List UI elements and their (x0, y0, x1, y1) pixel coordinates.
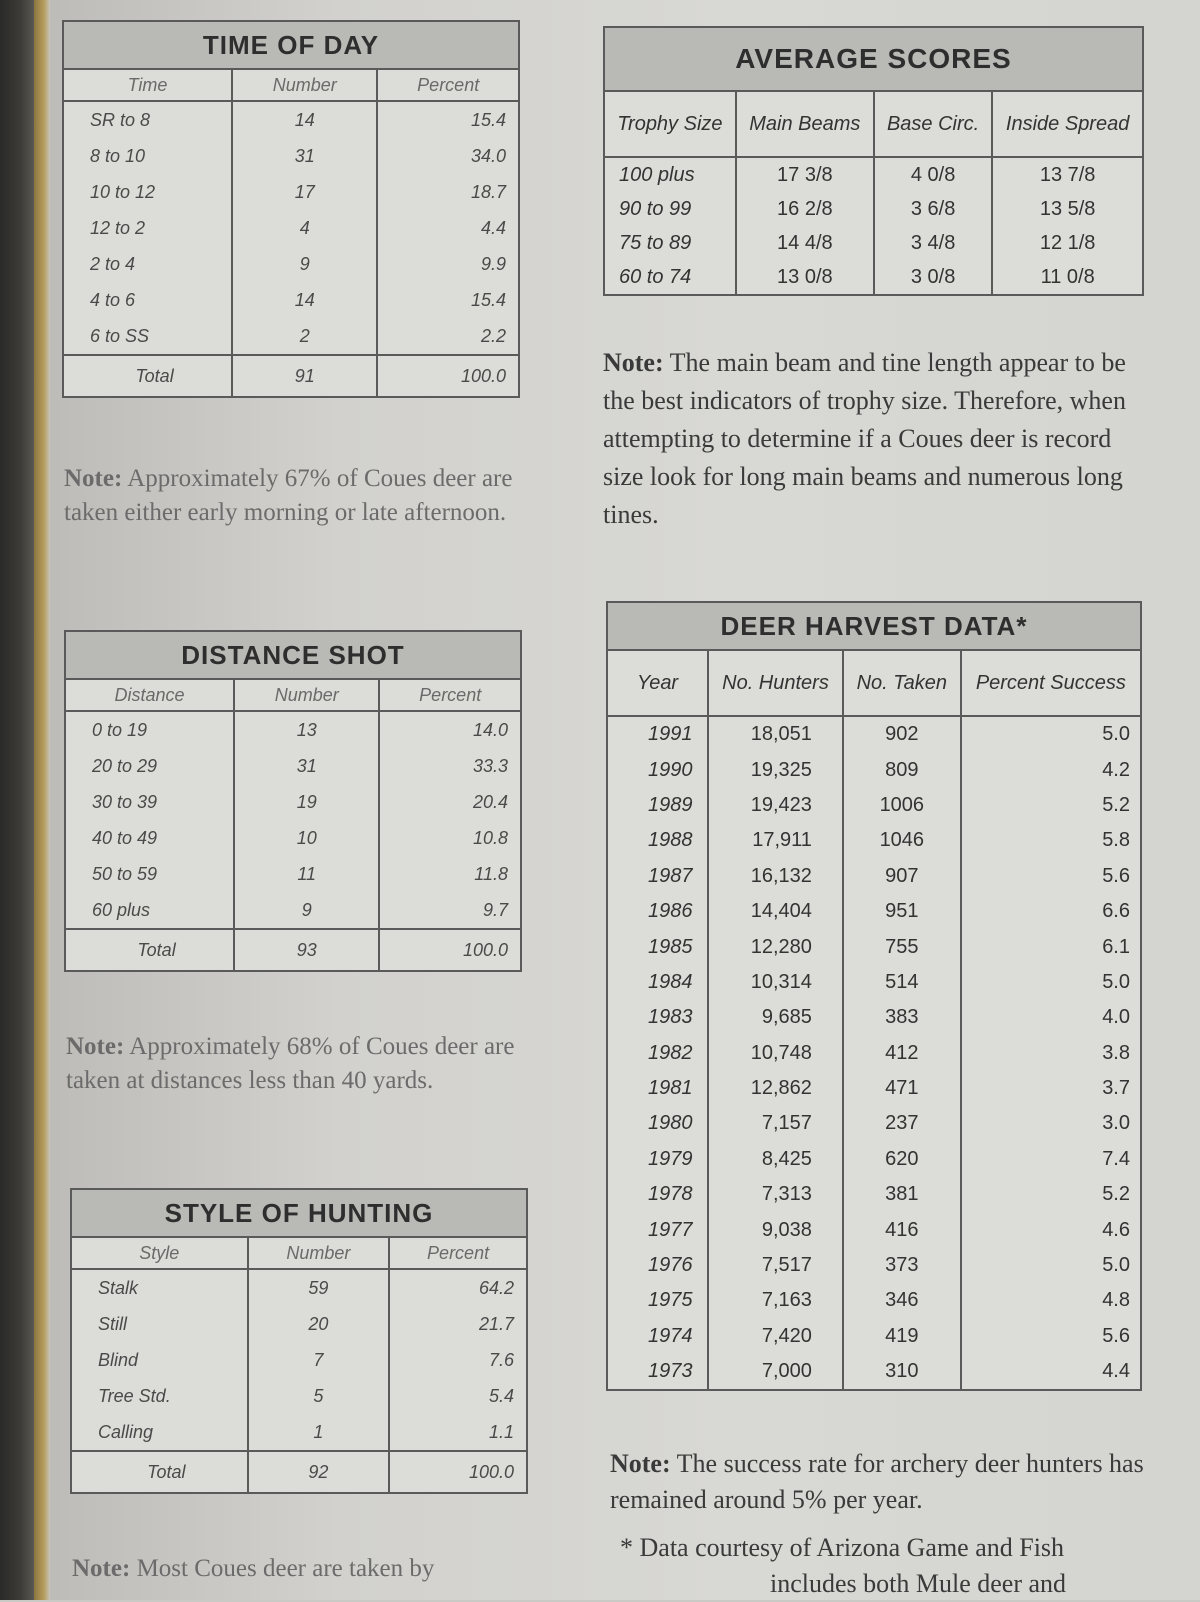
table-header-row (72, 1238, 526, 1269)
table-cell: 13 5/8 (992, 192, 1142, 226)
table-cell: 19,325 (708, 752, 843, 787)
column-header: Number (232, 70, 377, 101)
table-header-row (66, 680, 520, 711)
table-cell: 1006 (843, 788, 961, 823)
table-cell: 5.2 (961, 1177, 1140, 1212)
table-row (608, 965, 1140, 1000)
table-row (66, 856, 520, 892)
table-row (72, 1269, 526, 1306)
table-cell: 9.9 (377, 246, 518, 282)
table-cell: 9 (234, 892, 379, 929)
table-cell: 10 to 12 (90, 181, 156, 202)
table-total-row (72, 1451, 526, 1492)
table-cell: Total (66, 929, 234, 970)
table-cell: 5.0 (961, 1248, 1140, 1283)
table-cell: 100.0 (377, 355, 518, 396)
table-cell: 18,051 (708, 716, 843, 752)
table-row (605, 157, 1142, 192)
table-cell: 346 (843, 1283, 961, 1318)
column-header: Trophy Size (605, 92, 736, 157)
table-cell: 9.7 (379, 892, 520, 929)
table-cell: 3.8 (961, 1036, 1140, 1071)
note-text: The main beam and tine length appear to be the best indicators of trophy size. Therefore, when attempting to determine if a Coues deer is record size look for long main beams and numerous long tines. (603, 348, 1126, 529)
table-cell: 383 (843, 1000, 961, 1035)
table-row (608, 894, 1140, 929)
table-cell: 7,313 (708, 1177, 843, 1212)
table-cell: 1976 (648, 1254, 693, 1277)
note-text: The success rate for archery deer hunters has remained around 5% per year. (610, 1449, 1144, 1514)
table-cell: 17,911 (708, 823, 843, 858)
table-row (608, 788, 1140, 823)
table-row (608, 1000, 1140, 1035)
table-cell: 809 (843, 752, 961, 787)
table-row (64, 210, 518, 246)
table-cell: 5 (248, 1378, 390, 1414)
table-cell: 10.8 (379, 820, 520, 856)
time-of-day-table (62, 20, 520, 398)
footnote-continuation: includes both Mule deer and (770, 1569, 1067, 1598)
deer-harvest-footnote (620, 1530, 1150, 1602)
table-row (608, 1071, 1140, 1106)
note-label: Note: (66, 1033, 125, 1060)
table-cell: 34.0 (377, 138, 518, 174)
table-cell: 237 (843, 1106, 961, 1141)
note-label: Note: (72, 1555, 131, 1582)
deer-harvest-note (610, 1446, 1150, 1518)
table-cell: 11.8 (379, 856, 520, 892)
table-cell: 12 1/8 (992, 226, 1142, 260)
deer-harvest-table (606, 601, 1142, 1391)
table-cell: 514 (843, 965, 961, 1000)
table-cell: 1.1 (389, 1414, 526, 1451)
table-cell: 9,038 (708, 1212, 843, 1247)
table-cell: 5.0 (961, 965, 1140, 1000)
table-row (608, 1142, 1140, 1177)
table-row (72, 1306, 526, 1342)
column-header: Percent (377, 70, 518, 101)
table-cell: 4.2 (961, 752, 1140, 787)
book-spine (0, 0, 34, 1600)
table-cell: Total (72, 1451, 248, 1492)
table-cell: 13 0/8 (736, 260, 874, 294)
table-cell: 5.8 (961, 823, 1140, 858)
table-cell: 7.4 (961, 1142, 1140, 1177)
table-cell: 902 (843, 716, 961, 752)
table-cell: 6.1 (961, 929, 1140, 964)
table-row (608, 1248, 1140, 1283)
table-header-row (64, 70, 518, 101)
table-row (608, 716, 1140, 752)
note-label: Note: (610, 1449, 671, 1478)
table-cell: 30 to 39 (92, 791, 158, 812)
table-cell: 10,314 (708, 965, 843, 1000)
table-row (608, 1106, 1140, 1141)
table-cell: 951 (843, 894, 961, 929)
table-cell: 11 0/8 (992, 260, 1142, 294)
table-cell: 13 (234, 711, 379, 748)
table-cell: 14,404 (708, 894, 843, 929)
table-cell: 6 to SS (90, 325, 150, 346)
table-cell: 91 (232, 355, 377, 396)
table-cell: 1989 (648, 793, 693, 816)
average-scores-title: AVERAGE SCORES (605, 28, 1142, 92)
table-header-row (605, 92, 1142, 157)
table-cell: 19,423 (708, 788, 843, 823)
column-header: Base Circ. (874, 92, 992, 157)
table-cell: 14 (232, 282, 377, 318)
table-cell: 90 to 99 (619, 197, 692, 220)
table-row (66, 711, 520, 748)
column-header: No. Taken (843, 651, 961, 716)
table-cell: 21.7 (389, 1306, 526, 1342)
table-cell: Calling (98, 1421, 154, 1442)
table-cell: 9 (232, 246, 377, 282)
table-cell: 373 (843, 1248, 961, 1283)
table-cell: 4 0/8 (874, 157, 992, 192)
table-cell: 60 to 74 (619, 265, 692, 288)
table-cell: Still (98, 1313, 128, 1334)
table-cell: 1986 (648, 900, 693, 923)
column-header: Main Beams (736, 92, 874, 157)
table-cell: 1985 (648, 935, 693, 958)
table-cell: 2 (232, 318, 377, 355)
distance-shot-title: DISTANCE SHOT (66, 632, 520, 680)
table-cell: 1988 (648, 829, 693, 852)
table-row (608, 859, 1140, 894)
table-cell: 412 (843, 1036, 961, 1071)
style-of-hunting-table (70, 1188, 528, 1494)
table-cell: 7 (248, 1342, 390, 1378)
column-header: Number (248, 1238, 390, 1269)
table-cell: 1 (248, 1414, 390, 1451)
table-cell: 15.4 (377, 101, 518, 138)
table-cell: 310 (843, 1354, 961, 1389)
table-total-row (64, 355, 518, 396)
table-cell: 8 to 10 (90, 145, 146, 166)
table-cell: 31 (234, 748, 379, 784)
table-cell: 20.4 (379, 784, 520, 820)
table-cell: 13 7/8 (992, 157, 1142, 192)
table-cell: 6.6 (961, 894, 1140, 929)
note-text: Most Coues deer are taken by (136, 1555, 435, 1582)
table-row (64, 174, 518, 210)
style-of-hunting-title: STYLE OF HUNTING (72, 1190, 526, 1238)
column-header: Distance (66, 680, 234, 711)
table-cell: 19 (234, 784, 379, 820)
table-cell: Tree Std. (98, 1385, 171, 1406)
column-header: No. Hunters (708, 651, 843, 716)
table-cell: 1983 (648, 1006, 693, 1029)
table-cell: 4 (232, 210, 377, 246)
table-row (608, 823, 1140, 858)
column-header: Number (234, 680, 379, 711)
table-row (64, 318, 518, 355)
table-row (66, 784, 520, 820)
table-cell: SR to 8 (90, 109, 151, 130)
table-cell: 907 (843, 859, 961, 894)
table-row (72, 1378, 526, 1414)
table-cell: 16,132 (708, 859, 843, 894)
table-cell: 12 to 2 (90, 217, 146, 238)
column-header: Percent (389, 1238, 526, 1269)
time-of-day-title: TIME OF DAY (64, 22, 518, 70)
deer-harvest-title: DEER HARVEST DATA* (608, 603, 1140, 651)
table-cell: 11 (234, 856, 379, 892)
table-cell: 17 3/8 (736, 157, 874, 192)
table-cell: 1980 (648, 1112, 693, 1135)
table-cell: 4.8 (961, 1283, 1140, 1318)
table-cell: 3 4/8 (874, 226, 992, 260)
table-cell: 60 plus (92, 899, 151, 920)
table-row (608, 752, 1140, 787)
table-cell: Stalk (98, 1277, 139, 1298)
table-row (64, 138, 518, 174)
table-cell: 2.2 (377, 318, 518, 355)
table-row (608, 1177, 1140, 1212)
table-cell: 419 (843, 1319, 961, 1354)
table-cell: 20 to 29 (92, 755, 158, 776)
table-row (608, 1283, 1140, 1318)
column-header: Inside Spread (992, 92, 1142, 157)
table-cell: 12,280 (708, 929, 843, 964)
table-row (605, 226, 1142, 260)
table-cell: 100 plus (619, 163, 695, 186)
table-cell: 7.6 (389, 1342, 526, 1378)
table-cell: 31 (232, 138, 377, 174)
table-row (66, 892, 520, 929)
table-cell: 92 (248, 1451, 390, 1492)
table-cell: 1987 (648, 864, 693, 887)
page-edge (34, 0, 50, 1600)
table-cell: 12,862 (708, 1071, 843, 1106)
table-row (605, 260, 1142, 294)
style-of-hunting-note (72, 1552, 552, 1586)
table-cell: 1046 (843, 823, 961, 858)
table-cell: 10,748 (708, 1036, 843, 1071)
table-cell: 100.0 (389, 1451, 526, 1492)
table-cell: 0 to 19 (92, 719, 148, 740)
table-cell: 14 (232, 101, 377, 138)
note-label: Note: (603, 348, 664, 377)
footnote-text: * Data courtesy of Arizona Game and Fish (620, 1533, 1065, 1562)
table-cell: 40 to 49 (92, 827, 158, 848)
table-row (608, 1354, 1140, 1389)
table-cell: 1977 (648, 1218, 693, 1241)
table-row (605, 192, 1142, 226)
average-scores-table (603, 26, 1144, 296)
table-cell: 64.2 (389, 1269, 526, 1306)
average-scores-note (603, 344, 1151, 534)
table-cell: 4.0 (961, 1000, 1140, 1035)
column-header: Year (608, 651, 708, 716)
column-header: Percent (379, 680, 520, 711)
table-row (66, 748, 520, 784)
table-cell: 16 2/8 (736, 192, 874, 226)
table-cell: 5.6 (961, 859, 1140, 894)
table-cell: 7,000 (708, 1354, 843, 1389)
table-row (72, 1414, 526, 1451)
table-cell: 3 0/8 (874, 260, 992, 294)
table-row (64, 246, 518, 282)
distance-shot-table (64, 630, 522, 972)
table-cell: 50 to 59 (92, 863, 158, 884)
table-cell: 14 4/8 (736, 226, 874, 260)
table-cell: 100.0 (379, 929, 520, 970)
table-cell: 17 (232, 174, 377, 210)
table-cell: 10 (234, 820, 379, 856)
table-cell: 2 to 4 (90, 253, 136, 274)
distance-shot-note (66, 1030, 546, 1098)
table-cell: 7,157 (708, 1106, 843, 1141)
table-row (72, 1342, 526, 1378)
note-text: Approximately 67% of Coues deer are taken either early morning or late afternoon. (64, 465, 513, 526)
table-cell: 7,163 (708, 1283, 843, 1318)
table-cell: 755 (843, 929, 961, 964)
table-cell: 18.7 (377, 174, 518, 210)
note-text: Approximately 68% of Coues deer are taken at distances less than 40 yards. (66, 1033, 515, 1094)
table-row (608, 1319, 1140, 1354)
table-row (66, 820, 520, 856)
table-cell: 8,425 (708, 1142, 843, 1177)
table-cell: 5.6 (961, 1319, 1140, 1354)
table-cell: 4 to 6 (90, 289, 136, 310)
note-label: Note: (64, 465, 123, 492)
table-cell: 15.4 (377, 282, 518, 318)
table-cell: Blind (98, 1349, 139, 1370)
table-cell: 75 to 89 (619, 231, 692, 254)
table-row (64, 101, 518, 138)
table-row (608, 929, 1140, 964)
table-cell: 1981 (648, 1077, 693, 1100)
column-header: Style (72, 1238, 248, 1269)
table-cell: 20 (248, 1306, 390, 1342)
table-cell: 1978 (648, 1183, 693, 1206)
table-cell: 1991 (648, 723, 693, 746)
column-header: Time (64, 70, 232, 101)
table-cell: 1984 (648, 970, 693, 993)
table-cell: 471 (843, 1071, 961, 1106)
table-cell: 93 (234, 929, 379, 970)
table-cell: 4.6 (961, 1212, 1140, 1247)
time-of-day-note (64, 462, 544, 530)
table-cell: 1982 (648, 1041, 693, 1064)
table-cell: 1974 (648, 1324, 693, 1347)
table-cell: 3 6/8 (874, 192, 992, 226)
table-cell: 5.4 (389, 1378, 526, 1414)
table-cell: 381 (843, 1177, 961, 1212)
table-cell: 1979 (648, 1147, 693, 1170)
table-cell: Total (64, 355, 232, 396)
table-cell: 1973 (648, 1360, 693, 1383)
table-cell: 14.0 (379, 711, 520, 748)
table-cell: 1975 (648, 1289, 693, 1312)
column-header: Percent Success (961, 651, 1140, 716)
table-row (64, 282, 518, 318)
table-header-row (608, 651, 1140, 716)
table-cell: 4.4 (377, 210, 518, 246)
table-cell: 7,517 (708, 1248, 843, 1283)
table-cell: 1990 (648, 758, 693, 781)
table-cell: 5.0 (961, 716, 1140, 752)
table-cell: 416 (843, 1212, 961, 1247)
table-row (608, 1212, 1140, 1247)
table-cell: 620 (843, 1142, 961, 1177)
table-total-row (66, 929, 520, 970)
table-cell: 33.3 (379, 748, 520, 784)
table-cell: 59 (248, 1269, 390, 1306)
table-cell: 7,420 (708, 1319, 843, 1354)
table-cell: 3.0 (961, 1106, 1140, 1141)
table-cell: 4.4 (961, 1354, 1140, 1389)
table-cell: 3.7 (961, 1071, 1140, 1106)
table-row (608, 1036, 1140, 1071)
table-cell: 5.2 (961, 788, 1140, 823)
table-cell: 9,685 (708, 1000, 843, 1035)
